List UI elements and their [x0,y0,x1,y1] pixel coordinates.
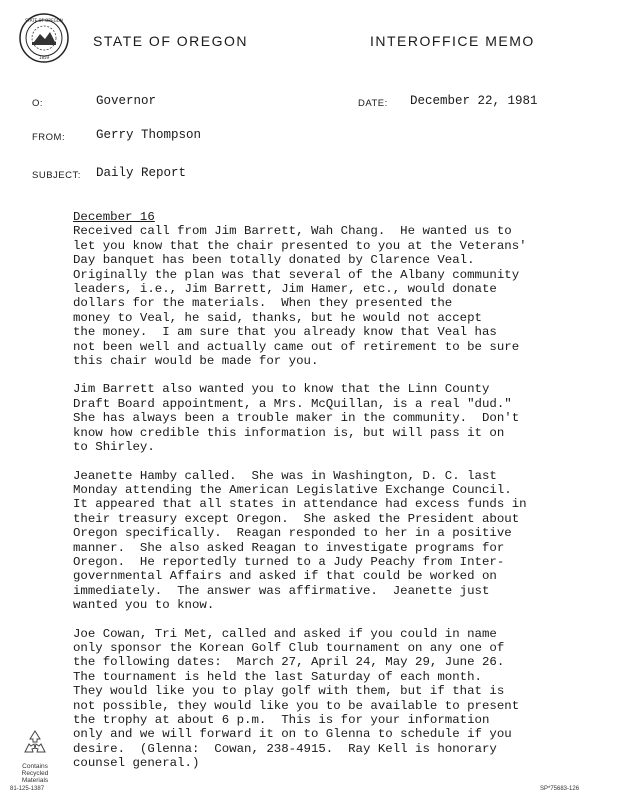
memo-line: the following dates: March 27, April 24, May 29, June 26. [73,655,505,670]
date-label: DATE: [358,98,388,109]
memo-line: Monday attending the American Legislative Exchange Council. [73,482,512,497]
recycle-line-2: Recycled [21,770,49,777]
memo-line: only and we will forward it on to Glenna to schedule if you [73,727,512,742]
svg-text:1859: 1859 [38,55,50,60]
memo-line: the money. I am sure that you already know that Veal has [73,325,497,340]
memo-line: Joe Cowan, Tri Met, called and asked if you could in name [73,626,497,641]
from-label: FROM: [32,132,66,143]
memo-paragraph [73,469,548,613]
memo-line: Oregon specifically. Reagan responded to her in a positive [73,526,512,541]
state-title: STATE OF OREGON [93,33,248,49]
recycled-materials-badge [14,728,56,784]
memo-line: leaders, i.e., Jim Barrett, Jim Hamer, etc., would donate [73,282,497,297]
memo-line: Oregon. He reportedly turned to a Judy Peachy from Inter- [73,554,505,569]
memo-line: It appeared that all states in attendance had excess funds in [73,497,527,512]
memo-line: Day banquet has been totally donated by Clarence Veal. [73,253,475,268]
svg-text:STATE OF OREGON: STATE OF OREGON [25,18,63,23]
document-number: SP*75683-126 [540,786,580,792]
memo-paragraphs [73,224,548,770]
memo-line: She has always been a trouble maker in the community. Don't [73,411,520,426]
from-value: Gerry Thompson [96,128,202,142]
memo-line: counsel general.) [73,756,200,771]
memo-paragraph [73,627,548,771]
subject-value: Daily Report [96,166,187,180]
to-label: O: [32,98,44,109]
memo-line: money to Veal, he said, thanks, but he would not accept [73,310,482,325]
recycle-icon [20,745,50,763]
memo-paragraph [73,224,548,368]
form-number: 81-125-1387 [10,786,45,792]
memo-line: Jim Barrett also wanted you to know that the Linn County [73,382,490,397]
memo-line: know how credible this information is, but will pass it on [73,425,505,440]
memo-line: wanted you to know. [73,598,215,613]
memo-line: manner. She also asked Reagan to investigate programs for [73,540,505,555]
recycle-line-3: Materials [21,777,49,784]
subject-label: SUBJECT: [32,170,81,181]
memo-line: to Shirley. [73,440,155,455]
memo-line: immediately. The answer was affirmative. Jeanette just [73,583,490,598]
memo-line: governmental Affairs and asked if that could be worked on [73,569,497,584]
memo-line: not been well and actually came out of retirement to be sure [73,339,520,354]
memo-line: dollars for the materials. When they presented the [73,296,453,311]
memo-paragraph [73,382,548,454]
memo-line: The tournament is held the last Saturday of each month. [73,669,482,684]
memo-type-title: INTEROFFICE MEMO [370,33,535,49]
memo-line: their treasury except Oregon. She asked the President about [73,511,520,526]
memo-body [73,210,548,785]
memo-line: this chair would be made for you. [73,354,319,369]
state-seal-icon [18,12,70,64]
memo-line: let you know that the chair presented to you at the Veterans' [73,238,527,253]
memo-line: Received call from Jim Barrett, Wah Chang. He wanted us to [73,224,512,239]
memo-line: Originally the plan was that several of the Albany community [73,267,520,282]
memo-line: only sponsor the Korean Golf Club tournament on any one of [73,640,505,655]
entry-date-heading: December 16 [73,210,155,224]
memo-line: not possible, they would like you to be available to present [73,698,520,713]
to-value: Governor [96,94,157,108]
recycle-line-1: Contains [22,763,48,770]
memo-line: the trophy at about 6 p.m. This is for your information [73,713,490,727]
memo-line: desire. (Glenna: Cowan, 238-4915. Ray Kell is honorary [73,741,497,756]
memo-line: Draft Board appointment, a Mrs. McQuillan, is a real "dud." [73,396,512,411]
memo-line: Jeanette Hamby called. She was in Washington, D. C. last [73,468,497,483]
memo-line: They would like you to play golf with them, but if that is [73,684,505,699]
date-value: December 22, 1981 [410,94,538,108]
